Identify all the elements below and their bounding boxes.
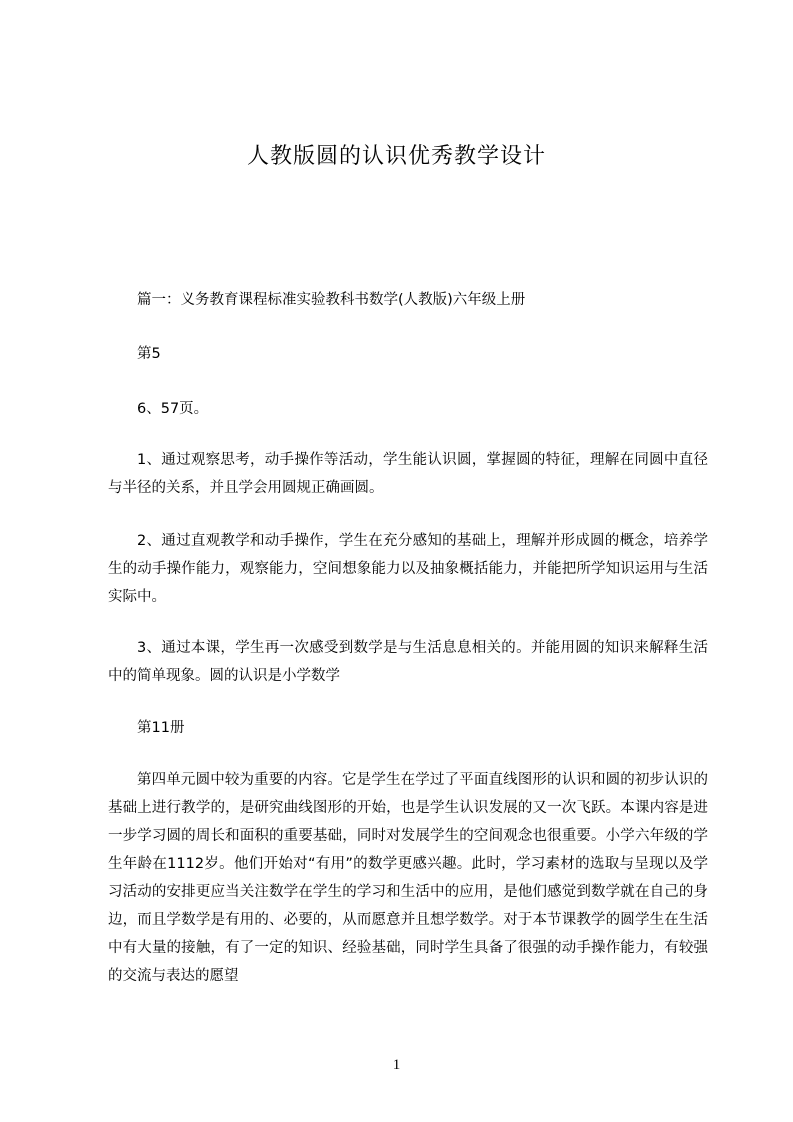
paragraph-section-heading: 篇一：义务教育课程标准实验教科书数学(人教版)六年级上册: [137, 292, 526, 308]
paragraph-page-range: 6、57页。: [137, 401, 209, 417]
paragraph-analysis: 第四单元圆中较为重要的内容。它是学生在学过了平面直线图形的认识和圆的初步认识的基础上进行教学的，是研究曲线图形的开始，也是学生认识发展的又一次飞跃。本课内容是进一步学习圆的周长和面积的重要基础，同时对发展学生的空间观念也很重要。小学六年级的学生年龄在1112岁。他们开始对“有用”的数学更感兴趣。此时，学习素材的选取与呈现以及学习活动的安排更应当关注数学在学生的学习和生活中的应用，是他们感觉到数学就在自己的身边，而且学数学是有用的、必要的，从而愿意并且想学数学。对于本节课教学的圆学生在生活中有大量的接触，有了一定的知识、经验基础，同时学生具备了很强的动手操作能力，有较强的交流与表达的愿望: [108, 772, 708, 984]
page-number: 1: [392, 1057, 401, 1073]
paragraph-volume-ref: 第11册: [137, 720, 185, 736]
document-title: 人教版圆的认识优秀教学设计: [246, 144, 546, 169]
paragraph-objective-2: 2、通过直观教学和动手操作，学生在充分感知的基础上，理解并形成圆的概念，培养学生的动手操作能力，观察能力，空间想象能力以及抽象概括能力，并能把所学知识运用与生活实际中。: [108, 533, 708, 605]
paragraph-objective-3: 3、通过本课，学生再一次感受到数学是与生活息息相关的。并能用圆的知识来解释生活中的简单现象。圆的认识是小学数学: [108, 640, 708, 684]
paragraph-page-ref: 第5: [137, 346, 161, 362]
paragraph-objective-1: 1、通过观察思考，动手操作等活动，学生能认识圆，掌握圆的特征，理解在同圆中直径与半径的关系，并且学会用圆规正确画圆。: [108, 452, 708, 496]
